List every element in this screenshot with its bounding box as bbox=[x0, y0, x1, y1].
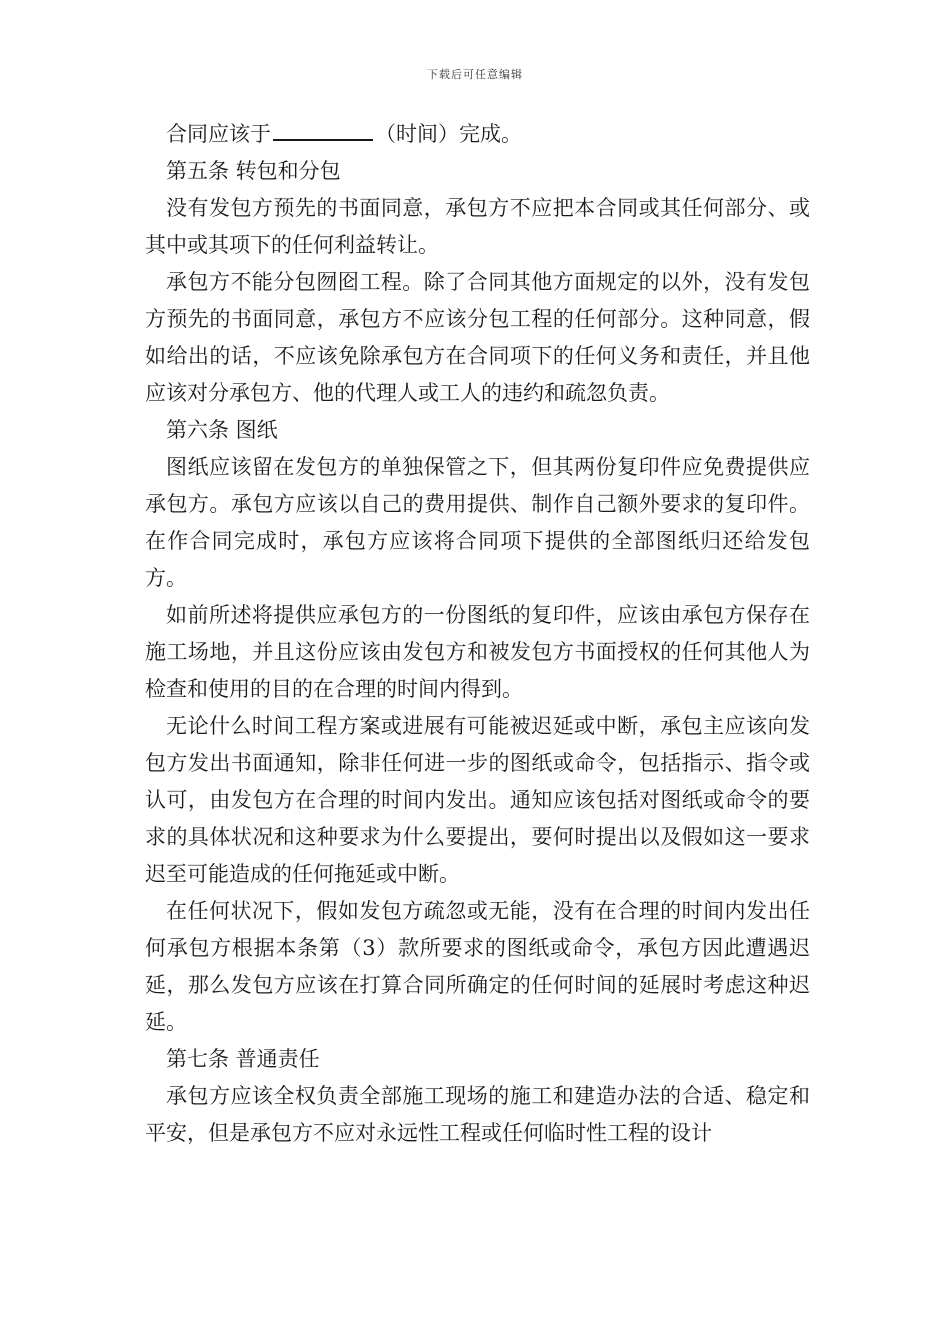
completion-clause bbox=[145, 116, 810, 153]
clause-5-paragraph-1: 没有发包方预先的书面同意，承包方不应把本合同或其任何部分、或其中或其项下的任何利益转让。 bbox=[145, 196, 810, 257]
clause-7-paragraph-1: 承包方应该全权负责全部施工现场的施工和建造办法的合适、稳定和平安，但是承包方不应对永远性工程或任何临时性工程的设计 bbox=[145, 1084, 810, 1145]
completion-text-before: 合同应该于 bbox=[166, 122, 271, 146]
completion-date-blank bbox=[273, 117, 373, 141]
clause-5-title: 第五条 转包和分包 bbox=[166, 159, 341, 183]
clause-6-title: 第六条 图纸 bbox=[166, 418, 278, 442]
page-header: 下载后可任意编辑 bbox=[427, 68, 523, 81]
clause-6-paragraph-1: 图纸应该留在发包方的单独保管之下，但其两份复印件应免费提供应承包方。承包方应该以自己的费用提供、制作自己额外要求的复印件。在作合同完成时，承包方应该将合同项下提供的全部图纸归还给发包方。 bbox=[145, 455, 810, 590]
clause-7-title: 第七条 普通责任 bbox=[166, 1047, 320, 1071]
document-body bbox=[145, 116, 810, 1152]
clause-6-paragraph-4: 在任何状况下，假如发包方疏忽或无能，没有在合理的时间内发出任何承包方根据本条第（3）款所要求的图纸或命令，承包方因此遭遇迟延，那么发包方应该在打算合同所确定的任何时间的延展时考虑这种迟延。 bbox=[145, 899, 810, 1034]
clause-5-paragraph-2: 承包方不能分包囫囵工程。除了合同其他方面规定的以外，没有发包方预先的书面同意，承包方不应该分包工程的任何部分。这种同意，假如给出的话，不应该免除承包方在合同项下的任何义务和责任，并且他应该对分承包方、他的代理人或工人的违约和疏忽负责。 bbox=[145, 270, 810, 405]
clause-6-paragraph-3: 无论什么时间工程方案或进展有可能被迟延或中断，承包主应该向发包方发出书面通知，除非任何进一步的图纸或命令，包括指示、指令或认可，由发包方在合理的时间内发出。通知应该包括对图纸或命令的要求的具体状况和这种要求为什么要提出，要何时提出以及假如这一要求迟至可能造成的任何拖延或中断。 bbox=[145, 714, 810, 886]
clause-6-paragraph-2: 如前所述将提供应承包方的一份图纸的复印件，应该由承包方保存在施工场地，并且这份应该由发包方和被发包方书面授权的任何其他人为检查和使用的目的在合理的时间内得到。 bbox=[145, 603, 810, 701]
completion-text-after: （时间）完成。 bbox=[375, 122, 522, 146]
